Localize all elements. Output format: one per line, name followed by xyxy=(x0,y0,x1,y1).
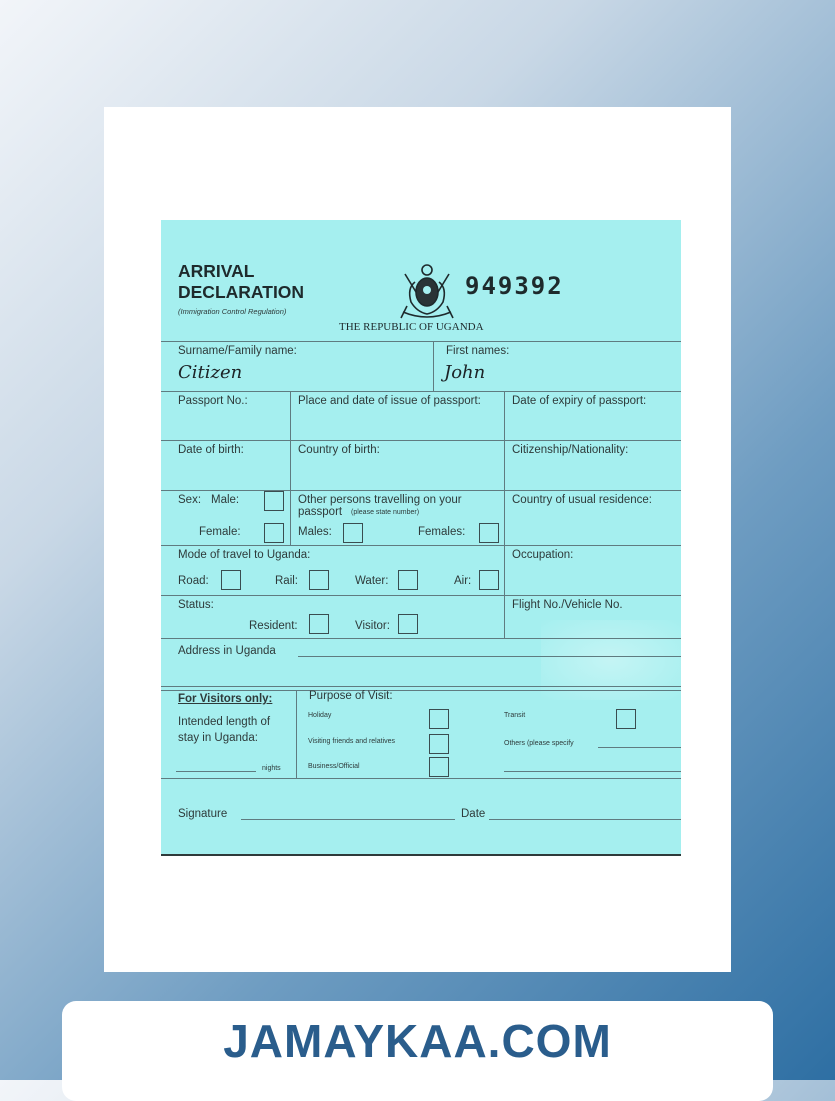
other-persons-note: (please state number) xyxy=(351,509,420,516)
business-label: Business/Official xyxy=(308,763,360,770)
form-title-line1: ARRIVAL xyxy=(178,261,255,281)
nights-label: nights xyxy=(262,765,281,772)
date-input-line[interactable] xyxy=(489,819,681,820)
address-label: Address in Uganda xyxy=(178,645,276,657)
other-persons-label-2: passport xyxy=(298,506,343,518)
male-checkbox[interactable] xyxy=(264,491,284,511)
divider xyxy=(504,391,505,638)
divider xyxy=(161,854,681,856)
surname-field[interactable]: Citizen xyxy=(178,362,243,383)
divider xyxy=(296,690,297,778)
holiday-label: Holiday xyxy=(308,712,332,719)
other-persons-label: Other persons travelling on your xyxy=(298,494,462,506)
passport-no-label: Passport No.: xyxy=(178,395,248,407)
occupation-label: Occupation: xyxy=(512,549,574,561)
divider xyxy=(161,595,681,596)
arrival-declaration-form xyxy=(161,220,681,855)
rail-checkbox[interactable] xyxy=(309,570,329,590)
resident-checkbox[interactable] xyxy=(309,614,329,634)
divider xyxy=(161,690,681,691)
serial-number: 949392 xyxy=(465,272,564,300)
females-checkbox[interactable] xyxy=(479,523,499,543)
place-date-issue-label: Place and date of issue of passport: xyxy=(298,395,481,407)
male-label: Male: xyxy=(211,494,240,506)
water-label: Water: xyxy=(355,575,389,587)
address-input-line[interactable] xyxy=(298,656,681,657)
females-label: Females: xyxy=(418,526,466,538)
divider xyxy=(161,638,681,639)
surname-label: Surname/Family name: xyxy=(178,345,297,357)
visitors-only-label: For Visitors only: xyxy=(178,693,273,705)
mode-travel-label: Mode of travel to Uganda: xyxy=(178,549,311,561)
country-birth-label: Country of birth: xyxy=(298,444,380,456)
divider xyxy=(161,440,681,441)
water-checkbox[interactable] xyxy=(398,570,418,590)
signature-input-line[interactable] xyxy=(241,819,455,820)
males-label: Males: xyxy=(298,526,332,538)
female-checkbox[interactable] xyxy=(264,523,284,543)
date-label: Date xyxy=(461,808,486,820)
business-checkbox[interactable] xyxy=(429,757,449,777)
purpose-label: Purpose of Visit: xyxy=(309,690,393,702)
road-label: Road: xyxy=(178,575,209,587)
divider xyxy=(161,391,681,392)
form-title-line2: DECLARATION xyxy=(178,282,305,302)
site-banner xyxy=(62,1001,773,1101)
republic-label: THE REPUBLIC OF UGANDA xyxy=(339,321,484,333)
males-checkbox[interactable] xyxy=(343,523,363,543)
citizenship-label: Citizenship/Nationality: xyxy=(512,444,629,456)
scan-glare xyxy=(541,620,681,700)
air-label: Air: xyxy=(454,575,472,587)
transit-checkbox[interactable] xyxy=(616,709,636,729)
first-names-label: First names: xyxy=(446,345,510,357)
first-names-field[interactable]: John xyxy=(444,362,486,383)
transit-label: Transit xyxy=(504,712,526,719)
form-title xyxy=(178,261,304,303)
status-label: Status: xyxy=(178,599,214,611)
rail-label: Rail: xyxy=(275,575,299,587)
visiting-label: Visiting friends and relatives xyxy=(308,738,396,745)
flight-label: Flight No./Vehicle No. xyxy=(512,599,623,611)
intended-length-label: Intended length of xyxy=(178,716,271,728)
others-label: Others (please specify xyxy=(504,740,574,747)
others-input-line-2[interactable] xyxy=(504,771,681,772)
divider xyxy=(161,778,681,779)
visiting-checkbox[interactable] xyxy=(429,734,449,754)
road-checkbox[interactable] xyxy=(221,570,241,590)
visitor-checkbox[interactable] xyxy=(398,614,418,634)
form-subtitle: (Immigration Control Regulation) xyxy=(178,307,287,316)
nights-input-line[interactable] xyxy=(176,771,256,772)
signature-label: Signature xyxy=(178,808,228,820)
divider xyxy=(433,341,434,391)
visitor-label: Visitor: xyxy=(355,620,390,632)
resident-label: Resident: xyxy=(249,620,298,632)
holiday-checkbox[interactable] xyxy=(429,709,449,729)
divider xyxy=(161,341,681,342)
others-input-line[interactable] xyxy=(598,747,681,748)
divider xyxy=(290,391,291,490)
divider xyxy=(161,490,681,491)
air-checkbox[interactable] xyxy=(479,570,499,590)
divider xyxy=(161,686,681,687)
site-name: JAMAYKAA.COM xyxy=(223,1015,612,1067)
divider xyxy=(161,545,681,546)
dob-label: Date of birth: xyxy=(178,444,244,456)
sex-label: Sex: xyxy=(178,494,202,506)
intended-length-label-2: stay in Uganda: xyxy=(178,732,258,744)
date-expiry-label: Date of expiry of passport: xyxy=(512,395,647,407)
coat-of-arms-icon xyxy=(395,262,459,322)
divider xyxy=(290,490,291,545)
female-label: Female: xyxy=(199,526,241,538)
country-residence-label: Country of usual residence: xyxy=(512,494,652,506)
